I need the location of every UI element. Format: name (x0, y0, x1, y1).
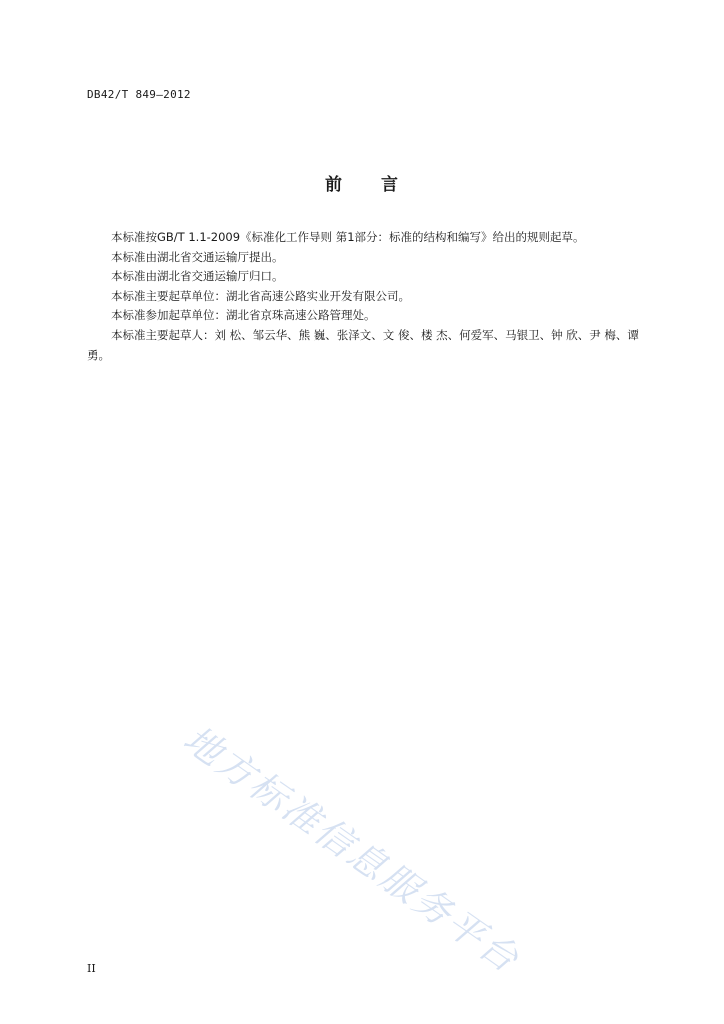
paragraph-drafters: 本标准主要起草人：刘 松、邹云华、熊 巍、张泽文、文 俊、楼 杰、何爱军、马银卫、钟 欣、尹 梅、谭 勇。 (87, 327, 639, 362)
foreword-body (87, 228, 665, 365)
title-part-1: 前 (325, 175, 343, 195)
paragraph-main-drafting-unit: 本标准主要起草单位：湖北省高速公路实业开发有限公司。 (111, 288, 410, 303)
page-number: II (87, 962, 96, 975)
document-code: DB42/T 849—2012 (87, 88, 191, 101)
title-part-2: 言 (381, 175, 399, 195)
paragraph-drafting-rules: 本标准按GB/T 1.1-2009《标准化工作导则 第1部分：标准的结构和编写》给出的规则起草。 (111, 230, 585, 244)
paragraph-participating-unit: 本标准参加起草单位：湖北省京珠高速公路管理处。 (111, 308, 376, 323)
page-title (0, 170, 724, 195)
paragraph-proposer: 本标准由湖北省交通运输厅提出。 (111, 249, 284, 264)
watermark: 地方标准信息服务平台 (175, 717, 528, 982)
paragraph-administrator: 本标准由湖北省交通运输厅归口。 (111, 269, 284, 284)
